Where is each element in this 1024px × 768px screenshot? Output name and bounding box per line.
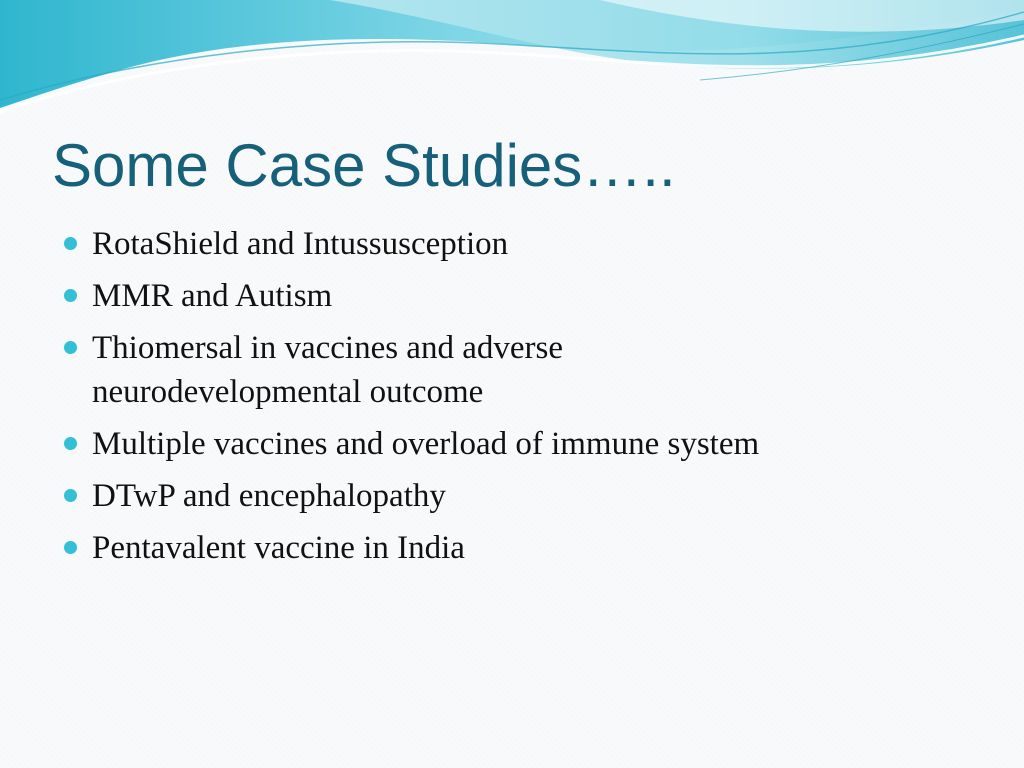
bullet-text: Thiomersal in vaccines and adverse neurodevelopmental outcome [92,330,563,410]
bullet-item [64,526,964,570]
bullet-dot-icon [64,541,77,554]
bullet-item [64,326,682,414]
bullet-text: DTwP and encephalopathy [92,478,446,514]
bullet-list [64,222,964,578]
slide-title: Some Case Studies….. [52,132,676,199]
bullet-item [64,274,964,318]
bullet-item [64,474,964,518]
bullet-dot-icon [64,341,77,354]
bullet-text: RotaShield and Intussusception [92,226,509,262]
header-wave-decoration [0,0,1024,130]
bullet-text: Pentavalent vaccine in India [92,530,465,566]
bullet-item [64,222,964,266]
bullet-item [64,422,964,466]
bullet-dot-icon [64,289,77,302]
bullet-text: Multiple vaccines and overload of immune system [92,426,760,462]
bullet-dot-icon [64,437,77,450]
bullet-text: MMR and Autism [92,278,333,314]
bullet-dot-icon [64,237,77,250]
bullet-dot-icon [64,489,77,502]
